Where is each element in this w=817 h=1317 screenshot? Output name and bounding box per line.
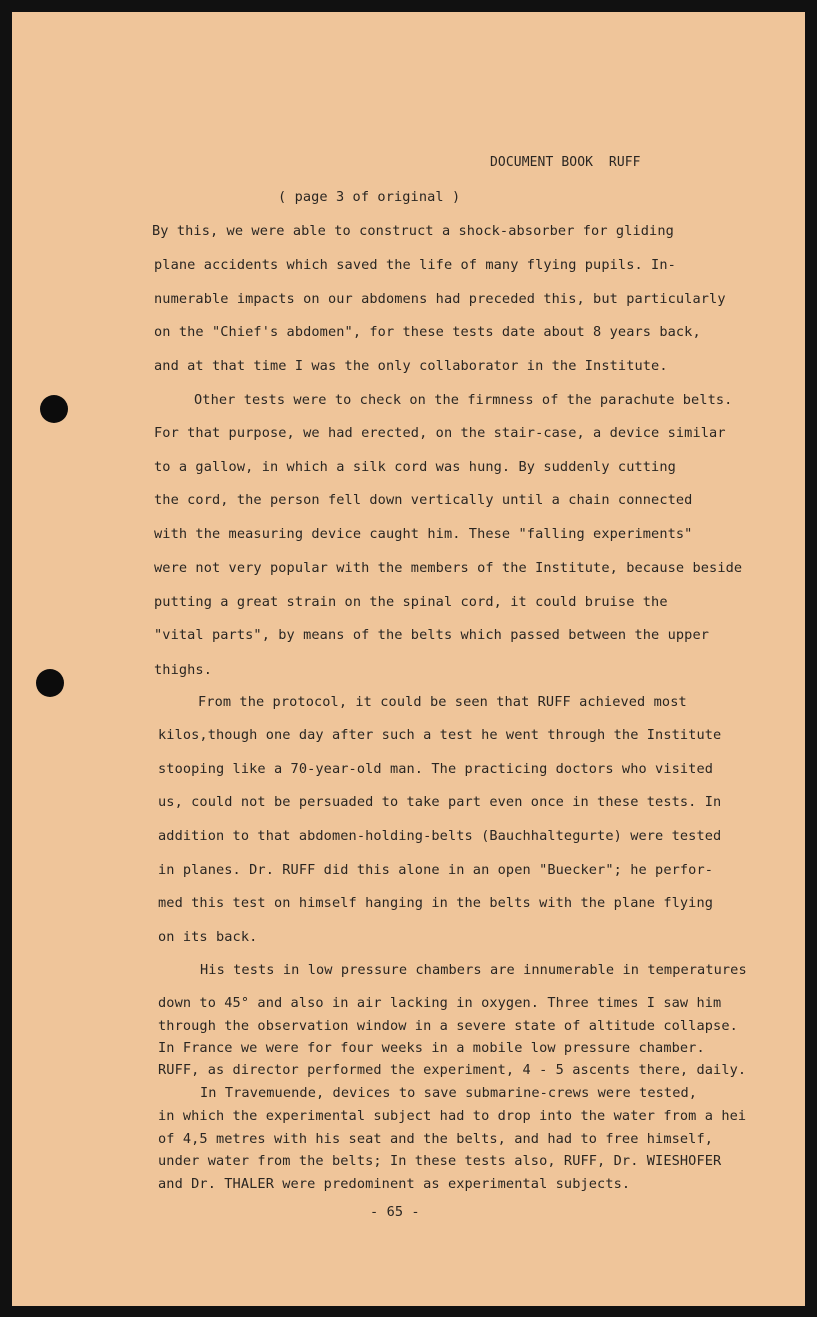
body-line: and Dr. THALER were predominent as experimental subjects. [158,1176,631,1192]
body-line: addition to that abdomen-holding-belts (Bauchhaltegurte) were tested [158,828,722,844]
body-line: thighs. [154,662,212,678]
body-line: with the measuring device caught him. These "falling experiments" [154,526,693,542]
body-line: in planes. Dr. RUFF did this alone in an open "Buecker"; he perfor- [158,862,714,878]
body-line: His tests in low pressure chambers are innumerable in temperatures [200,962,747,978]
punch-hole-top [40,395,68,423]
body-line: in which the experimental subject had to drop into the water from a hei [158,1108,747,1124]
body-line: to a gallow, in which a silk cord was hung. By suddenly cutting [154,459,676,475]
body-line: In France we were for four weeks in a mobile low pressure chamber. [158,1040,705,1056]
body-line: on its back. [158,929,258,945]
page-number: - 65 - [370,1204,420,1220]
body-line: through the observation window in a severe state of altitude collapse. [158,1018,738,1034]
body-line: putting a great strain on the spinal cord, it could bruise the [154,594,668,610]
body-line: In Travemuende, devices to save submarine-crews were tested, [200,1085,698,1101]
document-title: DOCUMENT BOOK RUFF [490,155,641,170]
body-line: For that purpose, we had erected, on the stair-case, a device similar [154,425,726,441]
body-line: were not very popular with the members of the Institute, because beside [154,560,743,576]
punch-hole-bottom [36,669,64,697]
body-line: under water from the belts; In these tests also, RUFF, Dr. WIESHOFER [158,1153,722,1169]
body-line: down to 45° and also in air lacking in oxygen. Three times I saw him [158,995,722,1011]
body-line: the cord, the person fell down vertically until a chain connected [154,492,693,508]
body-line: plane accidents which saved the life of many flying pupils. In- [154,257,676,273]
body-line: of 4,5 metres with his seat and the belts, and had to free himself, [158,1131,714,1147]
body-line: stooping like a 70-year-old man. The practicing doctors who visited [158,761,714,777]
body-line: on the "Chief's abdomen", for these tests date about 8 years back, [154,324,701,340]
body-line: numerable impacts on our abdomens had preceded this, but particularly [154,291,726,307]
body-line: "vital parts", by means of the belts which passed between the upper [154,627,710,643]
body-line: RUFF, as director performed the experiment, 4 - 5 ascents there, daily. [158,1062,747,1078]
original-page-reference: ( page 3 of original ) [278,189,461,205]
body-line: By this, we were able to construct a shock-absorber for gliding [152,223,674,239]
document-page [12,12,805,1306]
body-line: kilos,though one day after such a test he went through the Institute [158,727,722,743]
body-line: us, could not be persuaded to take part even once in these tests. In [158,794,722,810]
body-line: From the protocol, it could be seen that RUFF achieved most [198,694,687,710]
body-line: Other tests were to check on the firmness of the parachute belts. [194,392,733,408]
body-line: med this test on himself hanging in the belts with the plane flying [158,895,714,911]
body-line: and at that time I was the only collaborator in the Institute. [154,358,668,374]
